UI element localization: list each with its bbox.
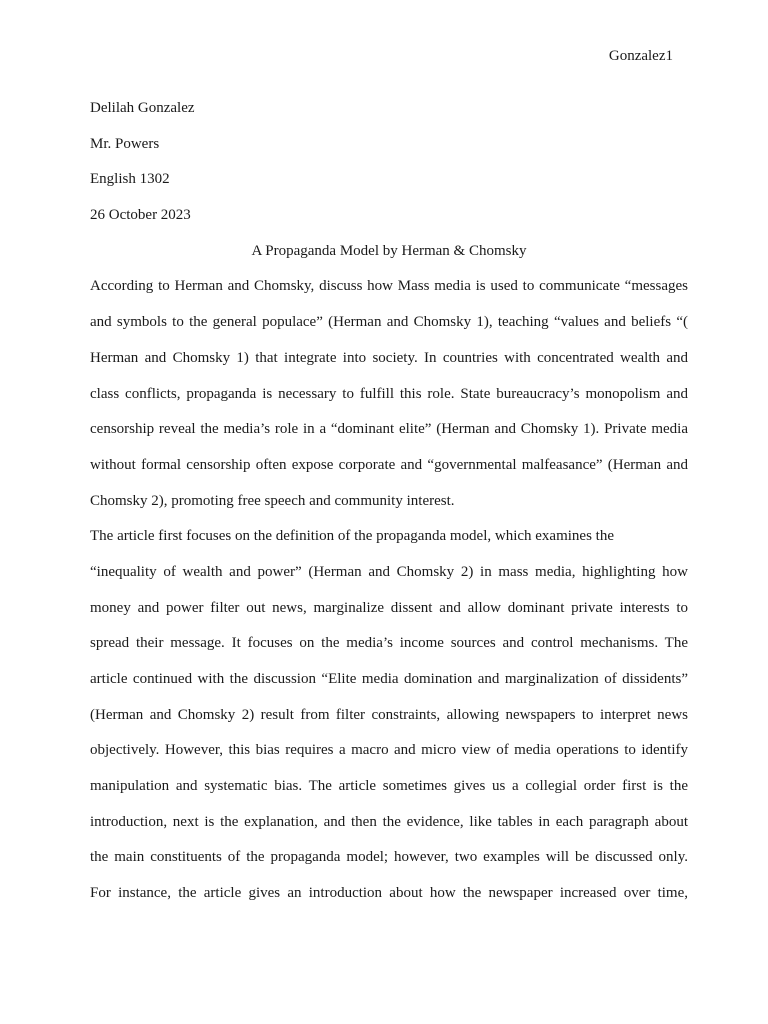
paragraph-line: introduction, next is the explanation, and then the evidence, like tables in each paragraph about <box>90 813 688 830</box>
paragraph-line: Herman and Chomsky 1) that integrate into society. In countries with concentrated wealth and <box>90 349 688 366</box>
paragraph-line: For instance, the article gives an introduction about how the newspaper increased over time, <box>90 885 688 902</box>
paragraph-line: money and power filter out news, marginalize dissent and allow dominant private interests to <box>90 599 688 616</box>
paragraph-line: spread their message. It focuses on the media’s income sources and control mechanisms. The <box>90 635 688 652</box>
essay-title: A Propaganda Model by Herman & Chomsky <box>251 242 527 259</box>
paragraph-line: and symbols to the general populace” (Herman and Chomsky 1), teaching “values and beliefs “( <box>90 314 688 331</box>
course-name: English 1302 <box>90 171 170 188</box>
paragraph-line: (Herman and Chomsky 2) result from filter constraints, allowing newspapers to interpret news <box>90 706 688 723</box>
paragraph-line: class conflicts, propaganda is necessary to fulfill this role. State bureaucracy’s monopolism and <box>90 385 688 402</box>
paragraph-line: The article first focuses on the definition of the propaganda model, which examines the <box>90 528 614 545</box>
paragraph-line: without formal censorship often expose corporate and “governmental malfeasance” (Herman and <box>90 456 688 473</box>
paragraph-line: “inequality of wealth and power” (Herman and Chomsky 2) in mass media, highlighting how <box>90 563 688 580</box>
paragraph-line: objectively. However, this bias requires a macro and micro view of media operations to identify <box>90 742 688 759</box>
paragraph-line: Chomsky 2), promoting free speech and community interest. <box>90 492 455 509</box>
instructor-name: Mr. Powers <box>90 135 160 152</box>
essay-date: 26 October 2023 <box>90 207 191 224</box>
paragraph-line: According to Herman and Chomsky, discuss how Mass media is used to communicate “messages <box>90 278 688 295</box>
paragraph-line: censorship reveal the media’s role in a “dominant elite” (Herman and Chomsky 1). Private media <box>90 421 688 438</box>
author-name: Delilah Gonzalez <box>90 100 195 116</box>
document-body <box>90 91 688 912</box>
paragraph-line: article continued with the discussion “Elite media domination and marginalization of dissidents” <box>90 671 688 687</box>
running-head: Gonzalez1 <box>608 48 673 64</box>
paragraph-line: manipulation and systematic bias. The article sometimes gives us a collegial order first is the <box>90 778 688 795</box>
paragraph-line: the main constituents of the propaganda model; however, two examples will be discussed only. <box>90 849 688 866</box>
